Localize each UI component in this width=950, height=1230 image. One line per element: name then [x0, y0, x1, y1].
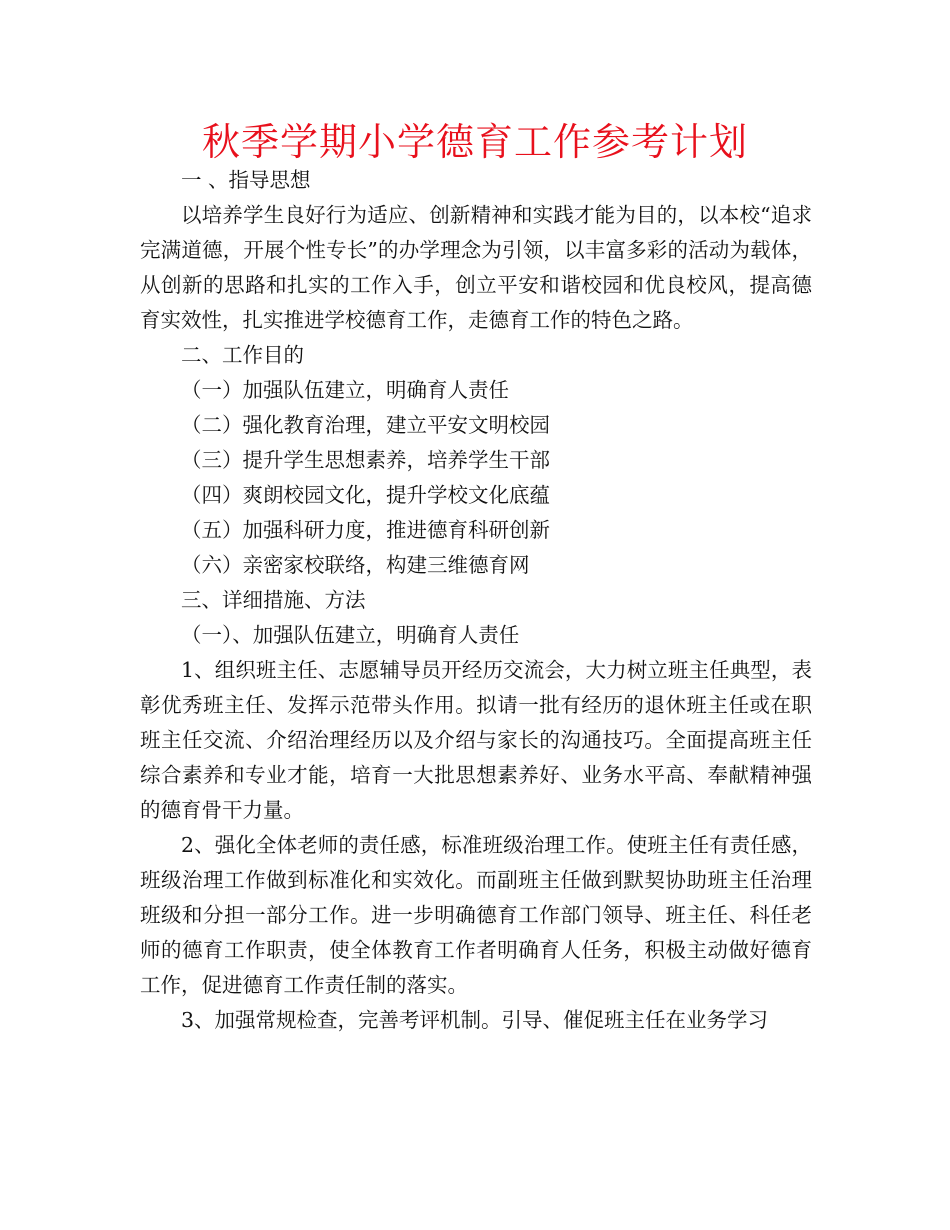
document-title: 秋季学期小学德育工作参考计划 [201, 120, 748, 164]
goal-item-2: （二）强化教育治理，建立平安文明校园 [181, 413, 550, 437]
paragraph-guiding-ideology: 以培养学生良好行为适应、创新精神和实践才能为目的，以本校“追求完满道德，开展个性专长”的办学理念为引领，以丰富多彩的活动为载体，从创新的思路和扎实的工作入手，创立平安和谐校园和优良校风，提高德育实效性，扎实推进学校德育工作，走德育工作的特色之路。 [140, 203, 812, 332]
section-heading-work-goals: 二、工作目的 [181, 343, 304, 367]
section-heading-measures: 三、详细措施、方法 [181, 588, 366, 612]
subsection-heading-team-building: （一）、加强队伍建立，明确育人责任 [181, 623, 520, 647]
section-heading-guiding-ideology: 一 、指导思想 [181, 168, 311, 192]
goal-item-6: （六）亲密家校联络，构建三维德育网 [181, 553, 530, 577]
document-body [140, 163, 812, 1038]
measure-paragraph-2: 2、强化全体老师的责任感，标准班级治理工作。使班主任有责任感，班级治理工作做到标准化和实效化。而副班主任做到默契协助班主任治理班级和分担一部分工作。进一步明确德育工作部门领导、班主任、科任老师的德育工作职责，使全体教育工作者明确育人任务，积极主动做好德育工作，促进德育工作责任制的落实。 [140, 833, 812, 997]
measure-paragraph-3: 3、加强常规检查，完善考评机制。引导、催促班主任在业务学习 [181, 1008, 769, 1032]
goal-item-5: （五）加强科研力度，推进德育科研创新 [181, 518, 550, 542]
goal-item-4: （四）爽朗校园文化，提升学校文化底蕴 [181, 483, 550, 507]
goal-item-3: （三）提升学生思想素养，培养学生干部 [181, 448, 550, 472]
goal-item-1: （一）加强队伍建立，明确育人责任 [181, 378, 509, 402]
measure-paragraph-1: 1、组织班主任、志愿辅导员开经历交流会，大力树立班主任典型，表彰优秀班主任、发挥示范带头作用。拟请一批有经历的退休班主任或在职班主任交流、介绍治理经历以及介绍与家长的沟通技巧。全面提高班主任综合素养和专业才能，培育一大批思想素养好、业务水平高、奉献精神强的德育骨干力量。 [140, 658, 812, 822]
